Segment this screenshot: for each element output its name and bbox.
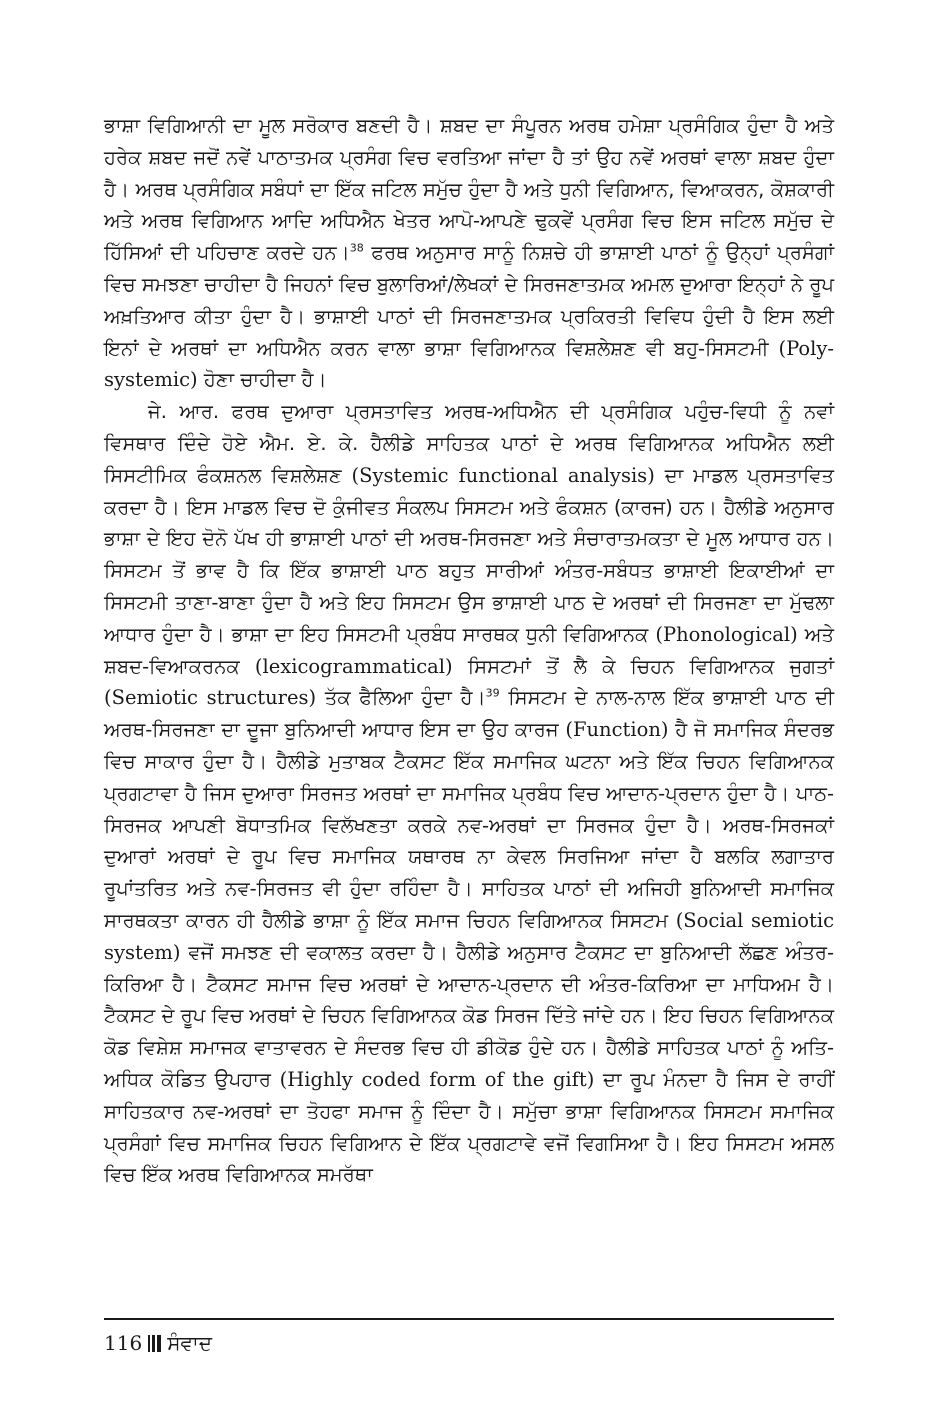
body-text	[104, 110, 834, 1191]
text-run: ਫਰਥ ਅਨੁਸਾਰ ਸਾਨੂੰ ਨਿਸ਼ਚੇ ਹੀ ਭਾਸ਼ਾਈ ਪਾਠਾਂ ਨੂੰ ਉਨ੍ਹਾਂ ਪ੍ਰਸੰਗਾਂ ਵਿਚ ਸਮਝਣਾ ਚਾਹੀਦਾ ਹੈ ਜਿਹਨਾਂ ਵਿਚ ਬੁਲਾਰਿਆਂ/ਲੇਖਕਾਂ ਦੇ ਸਿਰਜਣਾਤਮਕ ਅਮਲ ਦੁਆਰਾ ਇਨ੍ਹਾਂ ਨੇ ਰੂਪ ਅਖ਼ਤਿਆਰ ਕੀਤਾ ਹੁੰਦਾ ਹੈ। ਭਾਸ਼ਾਈ ਪਾਠਾਂ ਦੀ ਸਿਰਜਣਾਤਮਕ ਪ੍ਰਕਿਰਤੀ ਵਿਵਿਧ ਹੁੰਦੀ ਹੈ ਇਸ ਲਈ ਇਨਾਂ ਦੇ ਅਰਥਾਂ ਦਾ ਅਧਿਐਨ ਕਰਨ ਵਾਲਾ ਭਾਸ਼ਾ ਵਿਗਿਆਨਕ ਵਿਸ਼ਲੇਸ਼ਣ ਵੀ ਬਹੁ-ਸਿਸਟਮੀ	[104, 241, 834, 360]
english-term: (Highly coded form of the gift)	[279, 1067, 595, 1091]
triple-bar-icon	[148, 1335, 161, 1352]
text-run: ਹੈ ਜੋ ਸਮਾਜਿਕ ਸੰਦਰਭ ਵਿਚ ਸਾਕਾਰ ਹੁੰਦਾ ਹੈ। ਹੈਲੀਡੇ ਮੁਤਾਬਕ ਟੈਕਸਟ ਇੱਕ ਸਮਾਜਿਕ ਘਟਨਾ ਅਤੇ ਇੱਕ ਚਿਹਨ ਵਿਗਿਆਨਕ ਪ੍ਰਗਟਾਵਾ ਹੈ ਜਿਸ ਦੁਆਰਾ ਸਿਰਜਤ ਅਰਥਾਂ ਦਾ ਸਮਾਜਿਕ ਪ੍ਰਬੰਧ ਵਿਚ ਆਦਾਨ-ਪ੍ਰਦਾਨ ਹੁੰਦਾ ਹੈ। ਪਾਠ-ਸਿਰਜਕ ਆਪਣੀ ਬੋਧਾਤਮਿਕ ਵਿਲੱਖਣਤਾ ਕਰਕੇ ਨਵ-ਅਰਥਾਂ ਦਾ ਸਿਰਜਕ ਹੁੰਦਾ ਹੈ। ਅਰਥ-ਸਿਰਜਕਾਂ ਦੁਆਰਾਂ ਅਰਥਾਂ ਦੇ ਰੂਪ ਵਿਚ ਸਮਾਜਿਕ ਯਥਾਰਥ ਨਾ ਕੇਵਲ ਸਿਰਜਿਆ ਜਾਂਦਾ ਹੈ ਬਲਕਿ ਲਗਾਤਾਰ ਰੂਪਾਂਤਰਿਤ ਅਤੇ ਨਵ-ਸਿਰਜਤ ਵੀ ਹੁੰਦਾ ਰਹਿੰਦਾ ਹੈ। ਸਾਹਿਤਕ ਪਾਠਾਂ ਦੀ ਅਜਿਹੀ ਬੁਨਿਆਦੀ ਸਮਾਜਿਕ ਸਾਰਥਕਤਾ ਕਾਰਨ ਹੀ ਹੈਲੀਡੇ ਭਾਸ਼ਾ ਨੂੰ ਇੱਕ ਸਮਾਜ ਚਿਹਨ ਵਿਗਿਆਨਕ ਸਿਸਟਮ	[104, 718, 834, 932]
text-run: ਹੋਣਾ ਚਾਹੀਦਾ ਹੈ।	[197, 368, 327, 392]
english-term: (Phonological)	[655, 622, 798, 646]
text-run: ਸਿਸਟਮ ਦੇ ਨਾਲ-ਨਾਲ ਇੱਕ ਭਾਸ਼ਾਈ ਪਾਠ ਦੀ ਅਰਥ-ਸਿਰਜਣਾ ਦਾ ਦੂਜਾ ਬੁਨਿਆਦੀ ਆਧਾਰ ਇਸ ਦਾ ਉਹ ਕਾਰਜ	[104, 686, 835, 742]
text-run: ਵਜੋਂ ਸਮਝਣ ਦੀ ਵਕਾਲਤ ਕਰਦਾ ਹੈ। ਹੈਲੀਡੇ ਅਨੁਸਾਰ ਟੈਕਸਟ ਦਾ ਬੁਨਿਆਦੀ ਲੱਛਣ ਅੰਤਰ-ਕਿਰਿਆ ਹੈ। ਟੈਕਸਟ ਸਮਾਜ ਵਿਚ ਅਰਥਾਂ ਦੇ ਆਦਾਨ-ਪ੍ਰਦਾਨ ਦੀ ਅੰਤਰ-ਕਿਰਿਆ ਦਾ ਮਾਧਿਅਮ ਹੈ। ਟੈਕਸਟ ਦੇ ਰੂਪ ਵਿਚ ਅਰਥਾਂ ਦੇ ਚਿਹਨ ਵਿਗਿਆਨਕ ਕੋਡ ਸਿਰਜ ਦਿੱਤੇ ਜਾਂਦੇ ਹਨ। ਇਹ ਚਿਹਨ ਵਿਗਿਆਨਕ ਕੋਡ ਵਿਸ਼ੇਸ਼ ਸਮਾਜਕ ਵਾਤਾਵਰਨ ਦੇ ਸੰਦਰਭ ਵਿਚ ਹੀ ਡੀਕੋਡ ਹੁੰਦੇ ਹਨ। ਹੈਲੀਡੇ ਸਾਹਿਤਕ ਪਾਠਾਂ ਨੂੰ ਅਤਿ-ਅਧਿਕ ਕੋਡਿਤ ਉਪਹਾਰ	[104, 940, 834, 1091]
footer-divider	[104, 1318, 834, 1320]
paragraph	[104, 110, 834, 396]
text-run: ਭਾਸ਼ਾ ਵਿਗਿਆਨੀ ਦਾ ਮੂਲ ਸਰੋਕਾਰ ਬਣਦੀ ਹੈ। ਸ਼ਬਦ ਦਾ ਸੰਪੂਰਨ ਅਰਥ ਹਮੇਸ਼ਾ ਪ੍ਰਸੰਗਿਕ ਹੁੰਦਾ ਹੈ ਅਤੇ ਹਰੇਕ ਸ਼ਬਦ ਜਦੋਂ ਨਵੇਂ ਪਾਠਾਤਮਕ ਪ੍ਰਸੰਗ ਵਿਚ ਵਰਤਿਆ ਜਾਂਦਾ ਹੈ ਤਾਂ ਉਹ ਨਵੇਂ ਅਰਥਾਂ ਵਾਲਾ ਸ਼ਬਦ ਹੁੰਦਾ ਹੈ। ਅਰਥ ਪ੍ਰਸੰਗਿਕ ਸਬੰਧਾਂ ਦਾ ਇੱਕ ਜਟਿਲ ਸਮੁੱਚ ਹੁੰਦਾ ਹੈ ਅਤੇ ਧੁਨੀ ਵਿਗਿਆਨ, ਵਿਆਕਰਨ, ਕੋਸ਼ਕਾਰੀ ਅਤੇ ਅਰਥ ਵਿਗਿਆਨ ਆਦਿ ਅਧਿਐਨ ਖੇਤਰ ਆਪੋ-ਆਪਣੇ ਢੁਕਵੇਂ ਪ੍ਰਸੰਗ ਵਿਚ ਇਸ ਜਟਿਲ ਸਮੁੱਚ ਦੇ ਹਿੱਸਿਆਂ ਦੀ ਪਹਿਚਾਣ ਕਰਦੇ ਹਨ।	[104, 114, 834, 265]
page-footer	[104, 1328, 212, 1358]
english-term: (lexicogrammatical)	[254, 654, 453, 678]
footnote-ref: 38	[349, 241, 364, 255]
page-number: 116	[104, 1331, 143, 1355]
english-term: (Social semiotic system)	[104, 908, 834, 964]
text-run: ਤੱਕ ਫੈਲਿਆ ਹੁੰਦਾ ਹੈ।	[316, 686, 486, 710]
english-term: (Function)	[565, 718, 669, 742]
text-run: ਅਤੇ ਸ਼ਬਦ-ਵਿਆਕਰਨਕ	[104, 622, 834, 678]
text-run: ਦਾ ਰੂਪ ਮੰਨਦਾ ਹੈ ਜਿਸ ਦੇ ਰਾਹੀਂ ਸਾਹਿਤਕਾਰ ਨਵ-ਅਰਥਾਂ ਦਾ ਤੋਹਫਾ ਸਮਾਜ ਨੂੰ ਦਿੰਦਾ ਹੈ। ਸਮੁੱਚਾ ਭਾਸ਼ਾ ਵਿਗਿਆਨਕ ਸਿਸਟਮ ਸਮਾਜਿਕ ਪ੍ਰਸੰਗਾਂ ਵਿਚ ਸਮਾਜਿਕ ਚਿਹਨ ਵਿਗਿਆਨ ਦੇ ਇੱਕ ਪ੍ਰਗਟਾਵੇ ਵਜੋਂ ਵਿਗਸਿਆ ਹੈ। ਇਹ ਸਿਸਟਮ ਅਸਲ ਵਿਚ ਇੱਕ ਅਰਥ ਵਿਗਿਆਨਕ ਸਮਰੱਥਾ	[104, 1067, 834, 1187]
english-term: (Semiotic structures)	[104, 686, 317, 710]
english-term: (Systemic functional analysis)	[351, 463, 655, 487]
footnote-ref: 39	[485, 686, 500, 700]
paragraph	[104, 396, 834, 1191]
text-run: ਦਾ ਮਾਡਲ ਪ੍ਰਸਤਾਵਿਤ ਕਰਦਾ ਹੈ। ਇਸ ਮਾਡਲ ਵਿਚ ਦੋ ਕੁੰਜੀਵਤ ਸੰਕਲਪ ਸਿਸਟਮ ਅਤੇ ਫੰਕਸ਼ਨ (ਕਾਰਜ) ਹਨ। ਹੈਲੀਡੇ ਅਨੁਸਾਰ ਭਾਸ਼ਾ ਦੇ ਇਹ ਦੋਨੋ ਪੱਖ ਹੀ ਭਾਸ਼ਾਈ ਪਾਠਾਂ ਦੀ ਅਰਥ-ਸਿਰਜਣਾ ਅਤੇ ਸੰਚਾਰਾਤਮਕਤਾ ਦੇ ਮੂਲ ਆਧਾਰ ਹਨ। ਸਿਸਟਮ ਤੋਂ ਭਾਵ ਹੈ ਕਿ ਇੱਕ ਭਾਸ਼ਾਈ ਪਾਠ ਬਹੁਤ ਸਾਰੀਆਂ ਅੰਤਰ-ਸਬੰਧਤ ਭਾਸ਼ਾਈ ਇਕਾਈਆਂ ਦਾ ਸਿਸਟਮੀ ਤਾਣਾ-ਬਾਣਾ ਹੁੰਦਾ ਹੈ ਅਤੇ ਇਹ ਸਿਸਟਮ ਉਸ ਭਾਸ਼ਾਈ ਪਾਠ ਦੇ ਅਰਥਾਂ ਦੀ ਸਿਰਜਣਾ ਦਾ ਮੁੱਢਲਾ ਆਧਾਰ ਹੁੰਦਾ ਹੈ। ਭਾਸ਼ਾ ਦਾ ਇਹ ਸਿਸਟਮੀ ਪ੍ਰਬੰਧ ਸਾਰਥਕ ਧੁਨੀ ਵਿਗਿਆਨਕ	[104, 463, 835, 646]
text-run: ਸਿਸਟਮਾਂ ਤੋਂ ਲੈ ਕੇ ਚਿਹਨ ਵਿਗਿਆਨਕ ਜੁਗਤਾਂ	[452, 654, 834, 678]
text-run: ਜੇ. ਆਰ. ਫਰਥ ਦੁਆਰਾ ਪ੍ਰਸਤਾਵਿਤ ਅਰਥ-ਅਧਿਐਨ ਦੀ ਪ੍ਰਸੰਗਿਕ ਪਹੁੰਚ-ਵਿਧੀ ਨੂੰ ਨਵਾਂ ਵਿਸਥਾਰ ਦਿੰਦੇ ਹੋਏ ਐਮ. ਏ. ਕੇ. ਹੈਲੀਡੇ ਸਾਹਿਤਕ ਪਾਠਾਂ ਦੇ ਅਰਥ ਵਿਗਿਆਨਕ ਅਧਿਐਨ ਲਈ ਸਿਸਟੀਮਿਕ ਫੰਕਸ਼ਨਲ ਵਿਸ਼ਲੇਸ਼ਣ	[104, 400, 834, 487]
journal-name: ਸੰਵਾਦ	[167, 1331, 212, 1355]
english-term: (Poly-systemic)	[104, 336, 834, 392]
